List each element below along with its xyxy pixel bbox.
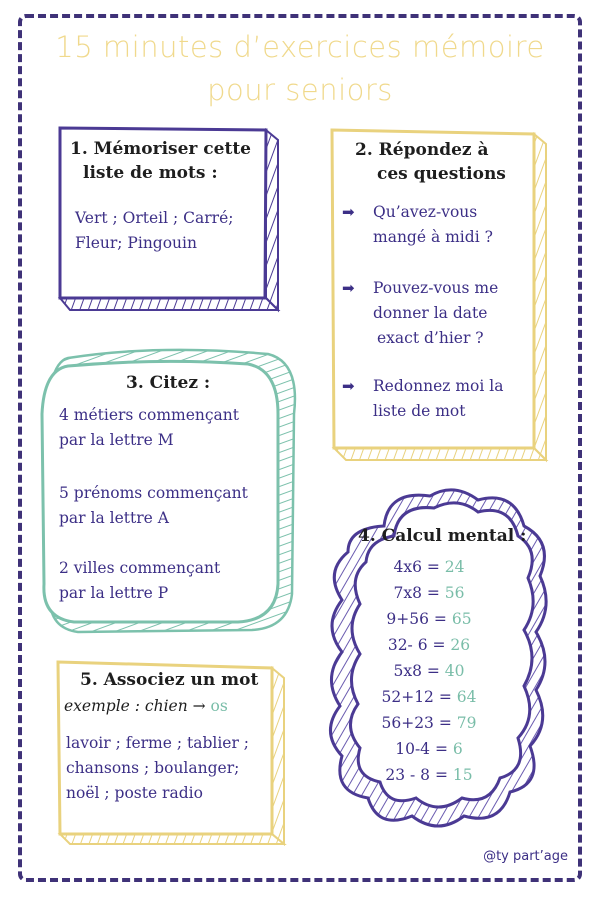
calc-answer: 40	[444, 662, 465, 680]
section1-heading: 1. Mémoriser cette liste de mots :	[70, 139, 251, 183]
calc-row	[369, 688, 489, 706]
calc-row	[369, 636, 489, 654]
calc-row	[369, 584, 489, 602]
title-line-2: pour seniors	[207, 73, 393, 107]
calc-row	[369, 558, 489, 576]
calc-answer: 26	[450, 636, 471, 654]
calc-row	[369, 662, 489, 680]
section5-example: exemple : chien → os	[64, 697, 228, 715]
calc-question: 9+56 =	[386, 610, 452, 628]
page-title	[0, 26, 600, 112]
section2-question-2: Pouvez-vous me donner la date exact d’hier ?	[373, 279, 499, 347]
arrow-right-icon: ➡	[342, 203, 355, 221]
section3-item-1: 4 métiers commençant par la lettre M	[59, 406, 240, 449]
calc-question: 52+12 =	[381, 688, 457, 706]
calc-answer: 65	[451, 610, 472, 628]
calc-list	[369, 558, 489, 794]
calc-row	[369, 766, 489, 784]
calc-question: 23 - 8 =	[385, 766, 453, 784]
calc-question: 10-4 =	[395, 740, 453, 758]
section2-question-1: Qu’avez-vous mangé à midi ?	[373, 203, 493, 246]
section3-item-2: 5 prénoms commençant par la lettre A	[59, 484, 248, 527]
calc-question: 7x8 =	[393, 584, 445, 602]
section3-item-3: 2 villes commençant par la lettre P	[59, 559, 221, 602]
calc-answer: 56	[444, 584, 465, 602]
calc-question: 56+23 =	[381, 714, 457, 732]
calc-question: 32- 6 =	[387, 636, 451, 654]
calc-answer: 24	[444, 558, 465, 576]
calc-row	[369, 714, 489, 732]
calc-answer: 6	[452, 740, 463, 758]
calc-answer: 79	[456, 714, 477, 732]
calc-question: 5x8 =	[393, 662, 445, 680]
section1-words: Vert ; Orteil ; Carré; Fleur; Pingouin	[75, 209, 234, 252]
section3-heading: 3. Citez :	[126, 373, 211, 393]
section4-heading: 4. Calcul mental :	[358, 526, 527, 546]
calc-answer: 15	[452, 766, 473, 784]
calc-answer: 64	[456, 688, 477, 706]
credit-text: @ty part’age	[483, 849, 568, 864]
section5-words: lavoir ; ferme ; tablier ; chansons ; boulanger; noël ; poste radio	[66, 734, 250, 802]
calc-row	[369, 740, 489, 758]
section2-question-3: Redonnez moi la liste de mot	[373, 377, 504, 420]
title-line-1: 15 minutes d’exercices mémoire	[55, 30, 545, 64]
section2-heading: 2. Répondez à ces questions	[355, 140, 506, 184]
calc-question: 4x6 =	[393, 558, 445, 576]
arrow-right-icon: ➡	[342, 279, 355, 297]
calc-row	[369, 610, 489, 628]
arrow-right-icon: ➡	[342, 377, 355, 395]
section5-heading: 5. Associez un mot	[80, 670, 259, 690]
